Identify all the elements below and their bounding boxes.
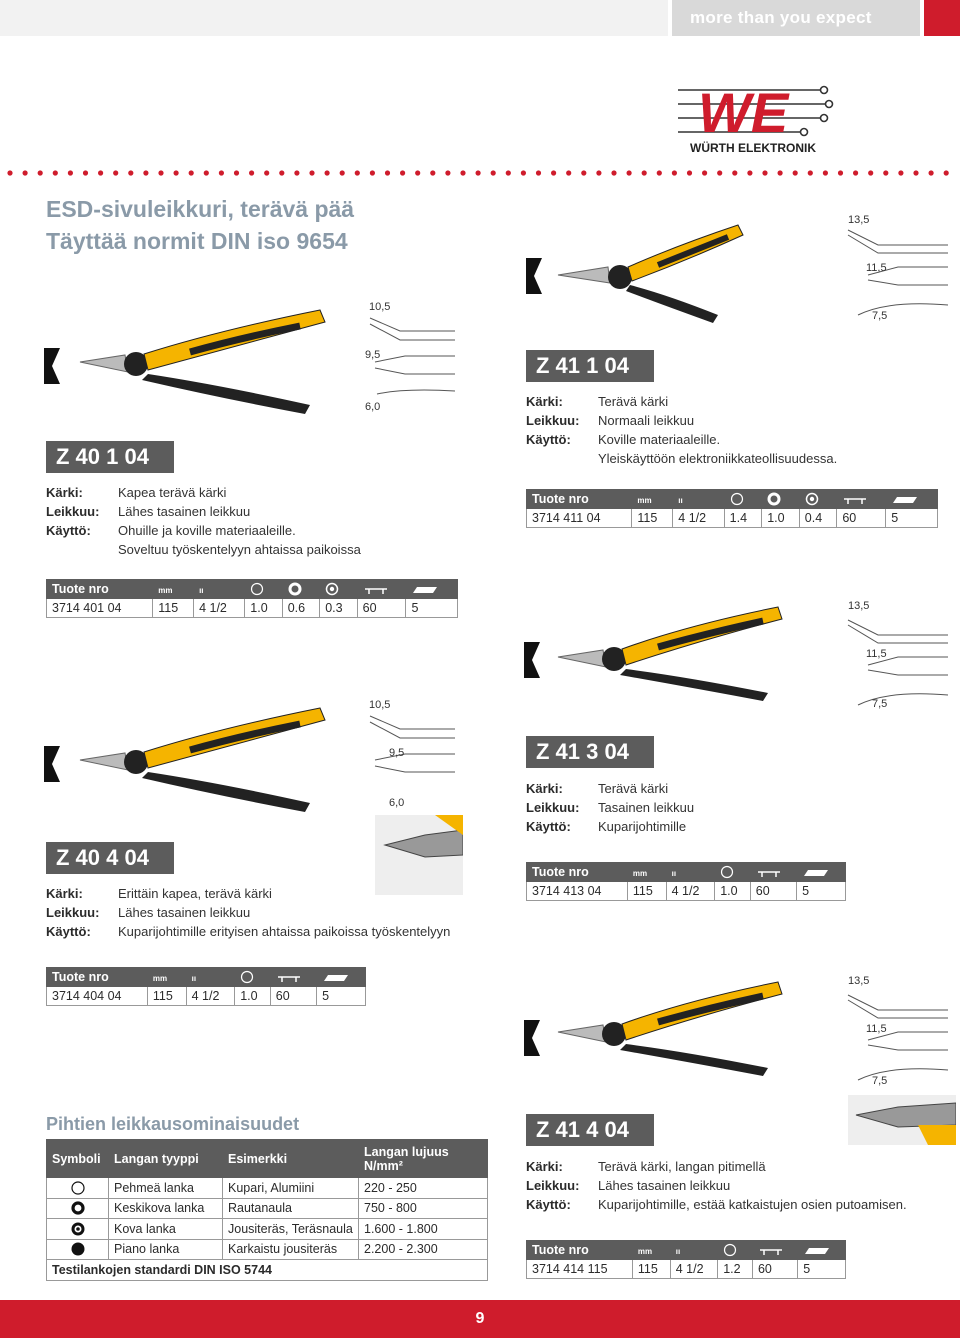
table-cell: Keskikova lanka	[109, 1198, 223, 1219]
table-cell: Pehmeä lanka	[109, 1178, 223, 1199]
dimension-drawing	[838, 205, 956, 325]
spec-block	[526, 1157, 907, 1214]
weight-icon	[406, 580, 458, 599]
table-row	[47, 1219, 488, 1240]
product-table	[526, 1240, 846, 1279]
table-cell: 115	[153, 599, 194, 618]
spec-value: Lähes tasainen leikkuu	[598, 1178, 731, 1193]
weight-icon	[797, 863, 846, 882]
table-cell: 1.0	[245, 599, 282, 618]
spec-block	[526, 392, 837, 468]
weight-icon	[886, 490, 938, 509]
circle-open-icon	[245, 580, 282, 599]
plier-closeup-image	[375, 815, 463, 895]
col-header-inch: ıı	[666, 863, 715, 882]
page-title: ESD-sivuleikkuri, terävä pää	[46, 196, 355, 222]
plier-image	[548, 595, 788, 705]
spec-value: Tasainen leikkuu	[598, 800, 695, 815]
col-header-inch: ıı	[670, 1241, 717, 1260]
spring-icon	[270, 968, 316, 987]
table-cell: 4 1/2	[670, 1260, 717, 1279]
spec-value: Soveltuu työskentelyyn ahtaissa paikoissa	[118, 542, 361, 557]
dim-label: 7,5	[872, 698, 888, 710]
bookmark-icon	[526, 258, 542, 294]
dim-label: 13,5	[848, 600, 870, 612]
dim-label: 13,5	[848, 214, 870, 226]
circle-open-icon	[715, 863, 751, 882]
col-header: Tuote nro	[47, 580, 153, 599]
dotted-divider	[6, 168, 956, 178]
table-cell: Jousiteräs, Teräsnaula	[223, 1219, 359, 1240]
model-badge: Z 41 3 04	[526, 736, 654, 768]
spec-label: Käyttö:	[526, 1197, 571, 1212]
col-header: Tuote nro	[527, 1241, 633, 1260]
spec-label: Käyttö:	[46, 523, 91, 538]
cutting-table	[46, 1139, 488, 1281]
table-cell: 3714 413 04	[527, 882, 628, 901]
circle-filled-icon	[47, 1239, 109, 1260]
spec-value: Terävä kärki, langan pitimellä	[598, 1159, 766, 1174]
table-cell: 60	[752, 1260, 797, 1279]
spec-block	[526, 779, 694, 836]
table-cell: 4 1/2	[673, 509, 724, 528]
table-cell: 220 - 250	[359, 1178, 488, 1199]
col-header: Symboli	[47, 1140, 109, 1178]
table-cell: 4 1/2	[194, 599, 245, 618]
col-header-mm: mm	[632, 1241, 670, 1260]
dim-label: 11,5	[866, 1023, 887, 1035]
circle-open-icon	[718, 1241, 753, 1260]
model-badge: Z 41 1 04	[526, 350, 654, 382]
col-header-mm: mm	[627, 863, 666, 882]
dim-label: 7,5	[872, 1075, 888, 1087]
spec-value: Yleiskäyttöön elektroniikkateollisuudessa.	[598, 451, 838, 466]
table-cell: 5	[406, 599, 458, 618]
table-cell: 3714 414 115	[527, 1260, 633, 1279]
table-cell: 0.3	[320, 599, 357, 618]
col-header-mm: mm	[632, 490, 673, 509]
table-cell: 115	[147, 987, 186, 1006]
model-badge: Z 40 1 04	[46, 441, 174, 473]
plier-image	[70, 300, 350, 420]
circle-dot-icon	[320, 580, 357, 599]
dimension-drawing	[838, 595, 956, 715]
product-table	[526, 862, 846, 901]
dim-label: 9,5	[365, 349, 381, 361]
spec-value: Koville materiaaleille.	[598, 432, 721, 447]
table-row	[47, 1239, 488, 1260]
table-cell: 60	[270, 987, 316, 1006]
spec-label: Leikkuu:	[526, 800, 580, 815]
circle-thick-icon	[47, 1198, 109, 1219]
spec-value: Terävä kärki	[598, 781, 669, 796]
col-header-mm: mm	[147, 968, 186, 987]
spring-icon	[357, 580, 406, 599]
circle-dot-icon	[47, 1219, 109, 1240]
spec-label: Käyttö:	[46, 924, 91, 939]
col-header: Tuote nro	[527, 863, 628, 882]
product-table	[526, 489, 938, 528]
table-cell: 1.0	[762, 509, 800, 528]
spec-label: Kärki:	[526, 781, 563, 796]
col-header-mm: mm	[153, 580, 194, 599]
spec-label: Kärki:	[526, 1159, 563, 1174]
spec-label: Kärki:	[526, 394, 563, 409]
col-header-inch: ıı	[194, 580, 245, 599]
col-header: Langan tyyppi	[109, 1140, 223, 1178]
dim-label: 10,5	[369, 301, 391, 313]
table-cell: Piano lanka	[109, 1239, 223, 1260]
table-cell: 0.6	[282, 599, 319, 618]
spec-value: Lähes tasainen leikkuu	[118, 504, 251, 519]
table-cell: 4 1/2	[666, 882, 715, 901]
circle-thick-icon	[282, 580, 319, 599]
bookmark-icon	[524, 642, 540, 678]
table-cell: 60	[837, 509, 886, 528]
col-header: Esimerkki	[223, 1140, 359, 1178]
spec-label: Leikkuu:	[526, 1178, 580, 1193]
table-cell: 3714 411 04	[527, 509, 632, 528]
spec-block	[46, 884, 450, 941]
plier-image	[70, 698, 350, 818]
bookmark-icon	[44, 348, 60, 384]
dim-label: 6,0	[365, 401, 381, 413]
table-cell: 4 1/2	[186, 987, 235, 1006]
table-cell: 115	[632, 509, 673, 528]
table-cell: 60	[750, 882, 796, 901]
bookmark-icon	[524, 1020, 540, 1056]
table-cell: 5	[886, 509, 938, 528]
table-cell: 115	[632, 1260, 670, 1279]
table-cell: 1.2	[718, 1260, 753, 1279]
page-number: 9	[0, 1300, 960, 1338]
col-header-inch: ıı	[673, 490, 724, 509]
page-subtitle: Täyttää normit DIN iso 9654	[46, 228, 348, 254]
col-header: Tuote nro	[527, 490, 632, 509]
table-cell: 5	[798, 1260, 846, 1279]
spec-value: Terävä kärki	[598, 394, 669, 409]
spec-value: Normaali leikkuu	[598, 413, 695, 428]
model-badge: Z 40 4 04	[46, 842, 174, 874]
spec-block	[46, 483, 361, 559]
tagline: more than you expect	[672, 0, 920, 36]
spec-label: Kärki:	[46, 485, 83, 500]
circle-open-icon	[47, 1178, 109, 1199]
dim-label: 13,5	[848, 975, 870, 987]
table-cell: 5	[317, 987, 366, 1006]
spec-value: Kuparijohtimille	[598, 819, 687, 834]
plier-closeup-image	[848, 1095, 956, 1145]
spec-label: Käyttö:	[526, 432, 571, 447]
dim-label: 6,0	[389, 797, 405, 809]
spec-value: Kuparijohtimille, estää katkaistujen osien putoamisen.	[598, 1197, 907, 1212]
table-cell: Karkaistu jousiteräs	[223, 1239, 359, 1260]
weight-icon	[317, 968, 366, 987]
spec-value: Kuparijohtimille erityisen ahtaissa paikoissa työskentelyyn	[118, 924, 451, 939]
col-header: Tuote nro	[47, 968, 148, 987]
table-cell: 1.0	[715, 882, 751, 901]
dim-label: 9,5	[389, 747, 405, 759]
product-table	[46, 967, 366, 1006]
cutting-title: Pihtien leikkausominaisuudet	[46, 1114, 300, 1134]
spec-label: Käyttö:	[526, 819, 571, 834]
spec-label: Kärki:	[46, 886, 83, 901]
table-cell: 60	[357, 599, 406, 618]
dimension-drawing	[838, 970, 956, 1090]
dim-label: 11,5	[866, 648, 887, 660]
wurth-elektronik-logo	[670, 78, 840, 158]
spec-value: Erittäin kapea, terävä kärki	[118, 886, 272, 901]
spec-value: Ohuille ja koville materiaaleille.	[118, 523, 296, 538]
weight-icon	[798, 1241, 846, 1260]
logo-text: WÜRTH ELEKTRONIK	[690, 141, 816, 155]
table-cell: Kova lanka	[109, 1219, 223, 1240]
spring-icon	[752, 1241, 797, 1260]
table-cell: 0.4	[799, 509, 837, 528]
plier-image	[548, 205, 748, 325]
circle-thick-icon	[762, 490, 800, 509]
table-cell: 1.0	[235, 987, 271, 1006]
top-bar	[0, 0, 960, 36]
col-header-inch: ıı	[186, 968, 235, 987]
spec-label: Leikkuu:	[46, 504, 100, 519]
spec-value: Kapea terävä kärki	[118, 485, 227, 500]
dimension-drawing	[355, 694, 460, 814]
table-cell: 3714 404 04	[47, 987, 148, 1006]
table-cell: 115	[627, 882, 666, 901]
top-bar-grey	[0, 0, 668, 36]
table-cell: Kupari, Alumiini	[223, 1178, 359, 1199]
top-bar-red-block	[924, 0, 960, 36]
spec-value: Lähes tasainen leikkuu	[118, 905, 251, 920]
spec-label: Leikkuu:	[526, 413, 580, 428]
logo-mark: WE	[698, 81, 789, 144]
model-badge: Z 41 4 04	[526, 1114, 654, 1146]
table-cell: Rautanaula	[223, 1198, 359, 1219]
plier-image	[548, 970, 788, 1080]
table-cell: 1.4	[724, 509, 762, 528]
circle-dot-icon	[799, 490, 837, 509]
circle-open-icon	[724, 490, 762, 509]
table-footer: Testilankojen standardi DIN ISO 5744	[47, 1260, 488, 1281]
dimension-drawing	[355, 296, 460, 416]
spring-icon	[837, 490, 886, 509]
dim-label: 11,5	[866, 262, 887, 274]
table-cell: 2.200 - 2.300	[359, 1239, 488, 1260]
table-cell: 3714 401 04	[47, 599, 153, 618]
bookmark-icon	[44, 746, 60, 782]
circle-open-icon	[235, 968, 271, 987]
product-table	[46, 579, 458, 618]
table-row	[47, 1178, 488, 1199]
spring-icon	[750, 863, 796, 882]
table-cell: 5	[797, 882, 846, 901]
col-header: Langan lujuus N/mm²	[359, 1140, 488, 1178]
table-cell: 1.600 - 1.800	[359, 1219, 488, 1240]
dim-label: 7,5	[872, 310, 888, 322]
table-row	[47, 1198, 488, 1219]
table-cell: 750 - 800	[359, 1198, 488, 1219]
spec-label: Leikkuu:	[46, 905, 100, 920]
dim-label: 10,5	[369, 699, 391, 711]
